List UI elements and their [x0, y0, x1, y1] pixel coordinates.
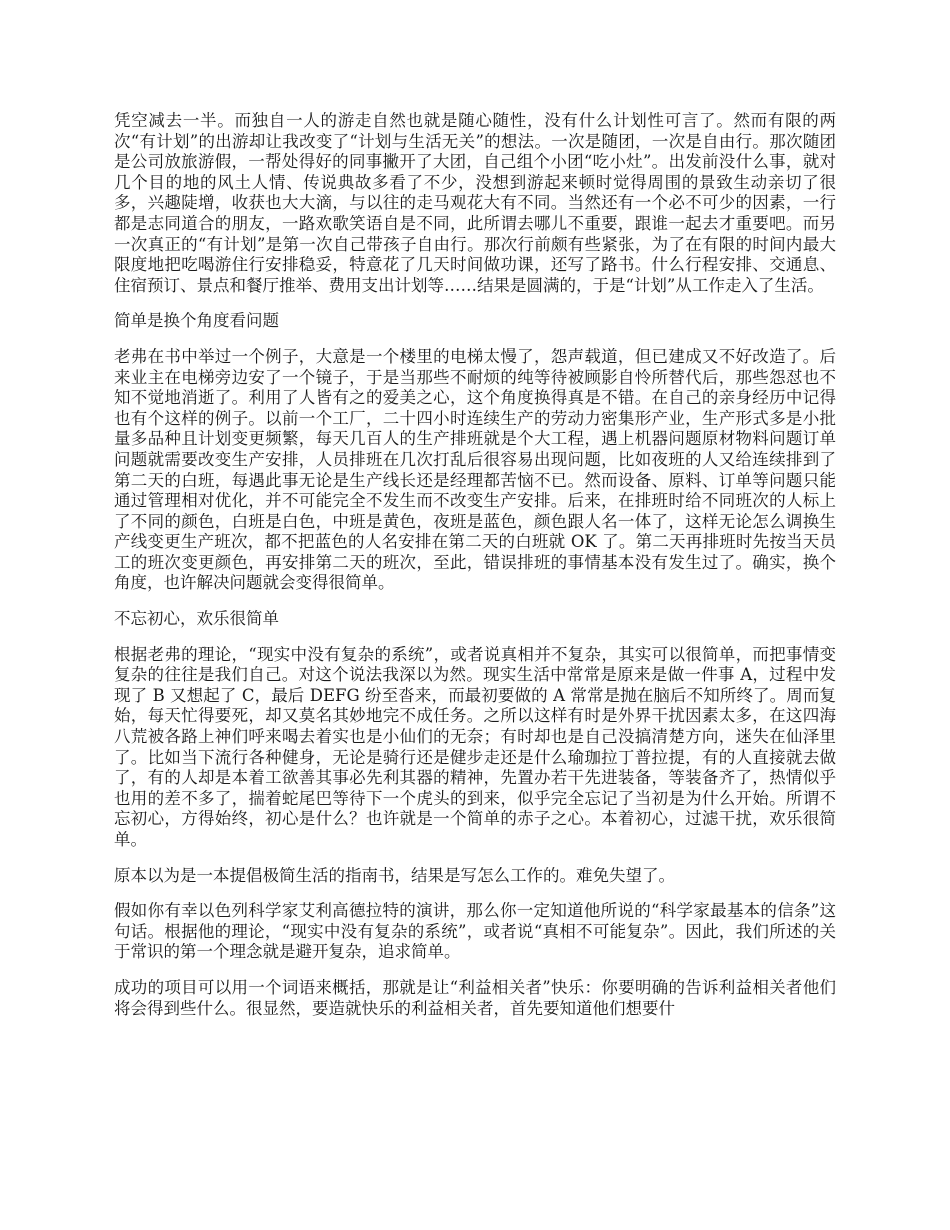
paragraph-elevator-example: 老弗在书中举过一个例子，大意是一个楼里的电梯太慢了，怨声载道，但已建成又不好改造了。后来业主在电梯旁边安了一个镜子，于是当那些不耐烦的纯等待被顾影自怜所替代后，那些怨怼也不知不觉地消逝了。利用了人皆有之的爱美之心，这个角度换得真是不错。在自己的亲身经历中记得也有个这样的例子。以前一个工厂，二十四小时连续生产的劳动力密集形产业，生产形式多是小批量多品种且计划变更频繁，每天几百人的生产排班就是个大工程，遇上机器问题原材物料问题订单问题就需要改变生产安排，人员排班在几次打乱后很容易出现问题，比如夜班的人又给连续排到了第二天的白班，每遇此事无论是生产线长还是经理都苦恼不已。然而设备、原料、订单等问题只能通过管理相对优化，并不可能完全不发生而不改变生产安排。后来，在排班时给不同班次的人标上了不同的颜色，白班是白色，中班是黄色，夜班是蓝色，颜色跟人名一体了，这样无论怎么调换生产线变更生产班次，都不把蓝色的人名安排在第二天的白班就 OK 了。第二天再排班时先按当天员工的班次变更颜色，再安排第二天的班次，至此，错误排班的事情基本没有发生过了。确实，换个角度，也许解决问题就会变得很简单。 — [114, 346, 836, 593]
document-body — [114, 111, 836, 1034]
paragraph-disappointment: 原本以为是一本提倡极简生活的指南书，结果是写怎么工作的。难免失望了。 — [114, 865, 675, 885]
paragraph-planning: 凭空减去一半。而独自一人的游走自然也就是随心随性，没有什么计划性可言了。然而有限的两次“有计划”的出游却让我改变了“计划与生活无关”的想法。一次是随团，一次是自由行。那次随团是公司放旅游假，一帮处得好的同事撇开了大团，自己组个小团“吃小灶”。出发前没什么事，就对几个目的地的风土人情、传说典故多看了不少，没想到游起来顿时觉得周围的景致生动亲切了很多，兴趣陡增，收获也大大滴，与以往的走马观花大有不同。当然还有一个必不可少的因素，一行都是志同道合的朋友，一路欢歌笑语自是不同，此所谓去哪儿不重要，跟谁一起去才重要吧。而另一次真正的“有计划”是第一次自己带孩子自由行。那次行前颇有些紧张，为了在有限的时间内最大限度地把吃喝游住行安排稳妥，特意花了几天时间做功课，还写了路书。什么行程安排、交通息、住宿预订、景点和餐厅推举、费用支出计划等……结果是圆满的，于是“计划”从工作走入了生活。 — [114, 111, 836, 295]
section-heading-perspective: 简单是换个角度看问题 — [114, 311, 279, 331]
paragraph-stakeholders: 成功的项目可以用一个词语来概括，那就是让“利益相关者”快乐：你要明确的告诉利益相关者他们将会得到些什么。很显然，要造就快乐的利益相关者，首先要知道他们想要什 — [114, 977, 836, 1018]
paragraph-goldratt-quote: 假如你有幸以色列科学家艾利高德拉特的演讲，那么你一定知道他所说的“科学家最基本的信条”这句话。根据他的理论，“现实中没有复杂的系统”，或者说“真相不可能复杂”。因此，我们所述的关于常识的第一个理念就是避开复杂，追求简单。 — [114, 901, 836, 962]
section-heading-original-intent: 不忘初心，欢乐很简单 — [114, 609, 279, 629]
paragraph-no-complex-systems: 根据老弗的理论，“现实中没有复杂的系统”，或者说真相并不复杂，其实可以很简单，而把事情变复杂的往往是我们自己。对这个说法我深以为然。现实生活中常常是原来是做一件事 A，过程中发现了 B 又想起了 C，最后 DEFG 纷至沓来，而最初要做的 A 常常是抛在脑后不知所终了。周而复始，每天忙得要死，却又莫名其妙地完不成任务。之所以这样有时是外界干扰因素太多，在这四海八荒被各路上神们呼来喝去着实也是小仙们的无奈；有时却也是自己没搞清楚方向，迷失在仙泽里了。比如当下流行各种健身，无论是骑行还是健步走还是什么瑜珈拉丁普拉提，有的人直接就去做了，有的人却是本着工欲善其事必先利其器的精神，先置办若干先进装备，等装备齐了，热情似乎也用的差不多了，揣着蛇尾巴等待下一个虎头的到来，似乎完全忘记了当初是为什么开始。所谓不忘初心，方得始终，初心是什么？也许就是一个简单的赤子之心。本着初心，过滤干扰，欢乐很简单。 — [114, 644, 836, 849]
